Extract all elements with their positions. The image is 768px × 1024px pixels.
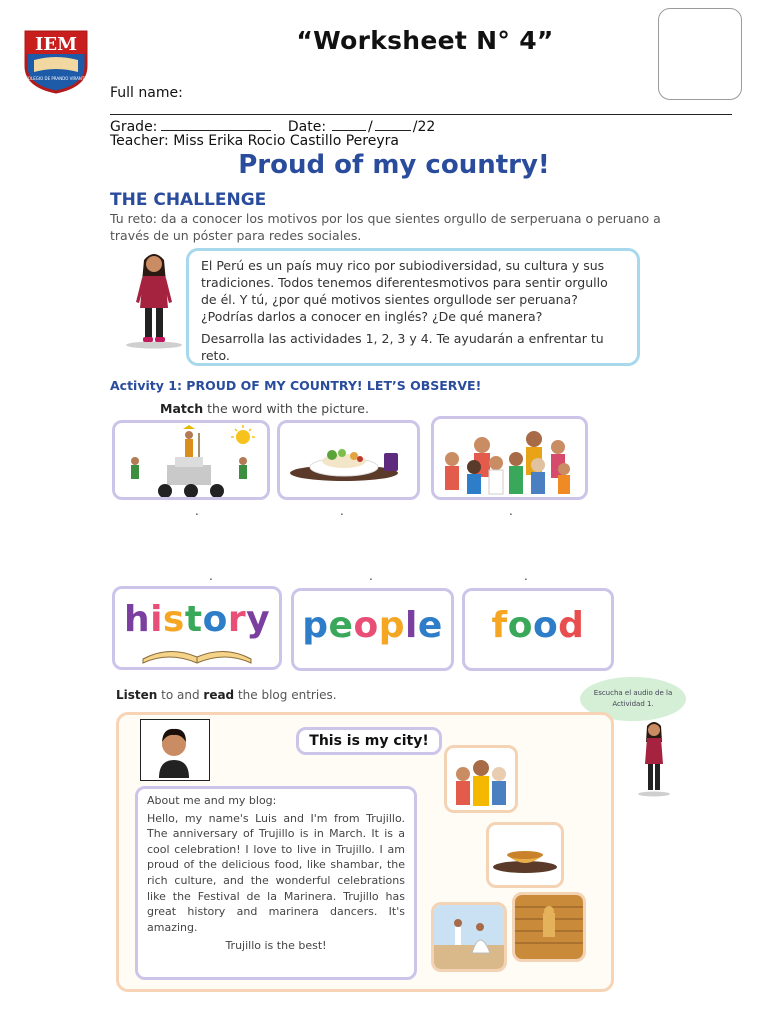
match-instruction bbox=[160, 401, 369, 416]
full-name-line[interactable] bbox=[110, 114, 732, 115]
date-label: Date: bbox=[287, 119, 327, 135]
blog-about: About me and my blog: bbox=[147, 794, 277, 807]
people-word: people bbox=[302, 605, 443, 646]
blog-title: This is my city! bbox=[296, 727, 442, 755]
stamp-box bbox=[658, 8, 742, 100]
read-bold: read bbox=[203, 688, 235, 702]
history-picture-card bbox=[112, 420, 270, 500]
luis-photo bbox=[140, 719, 210, 781]
bubble-paragraph: El Perú es un país muy rico por subiodiversidad, su cultura y sus tradiciones. Todos tenemos diferentesmotivos para sentir orgullo de él. Y tú, ¿por qué motivos sientes orgullode ser peruana? ¿Podrías darlos a conocer en inglés? ¿De qué manera? bbox=[201, 258, 608, 324]
girl-illustration bbox=[122, 250, 186, 350]
logo-text: IEM bbox=[34, 34, 78, 55]
date-year: /22 bbox=[412, 119, 436, 135]
food-picture-card bbox=[277, 420, 420, 500]
history-word: history bbox=[123, 599, 271, 640]
challenge-bubble bbox=[186, 248, 640, 366]
grade-date-row: Grade: Date: / /22 bbox=[110, 119, 436, 135]
date-day-blank[interactable] bbox=[332, 117, 366, 131]
activity1-heading: Activity 1: PROUD OF MY COUNTRY! LET’S OBSERVE! bbox=[110, 378, 482, 393]
match-rest: the word with the picture. bbox=[203, 401, 369, 416]
bubble-instruction: Desarrolla las actividades 1, 2, 3 y 4. Te ayudarán a enfrentar tu reto. bbox=[201, 331, 604, 363]
food-word: food bbox=[491, 605, 585, 646]
blog-dancers-image bbox=[431, 902, 507, 972]
listen-bold: Listen bbox=[116, 688, 158, 702]
page-headline: Proud of my country! bbox=[238, 150, 550, 180]
answer-dot: . bbox=[509, 504, 513, 518]
answer-dot: . bbox=[340, 504, 344, 518]
listen-instruction bbox=[116, 688, 337, 702]
blog-food-image bbox=[486, 822, 564, 888]
food-word-card[interactable] bbox=[462, 588, 614, 671]
grade-blank[interactable] bbox=[161, 117, 271, 131]
blog-history-image bbox=[512, 892, 586, 962]
challenge-heading: THE CHALLENGE bbox=[110, 190, 267, 210]
challenge-text: Tu reto: da a conocer los motivos por los que sientes orgullo de serperuana o peruano a través de un póster para redes sociales. bbox=[110, 211, 661, 243]
full-name-label: Full name: bbox=[110, 85, 183, 101]
listen-mid: to and bbox=[157, 688, 204, 702]
logo-subtext: COLEGIO DE PRANDO VIRANTE bbox=[25, 76, 87, 81]
people-word-card[interactable] bbox=[291, 588, 454, 671]
open-book-icon bbox=[139, 639, 255, 665]
answer-dot: . bbox=[209, 569, 213, 583]
girl-illustration-small bbox=[634, 720, 674, 798]
match-bold: Match bbox=[160, 401, 204, 416]
teacher-name: Teacher: Miss Erika Rocio Castillo Pereyra bbox=[110, 133, 399, 149]
audio-speech-bubble: Escucha el audio de la Actividad 1. bbox=[580, 677, 686, 721]
blog-closing: Trujillo is the best! bbox=[225, 939, 327, 953]
answer-dot: . bbox=[524, 569, 528, 583]
people-picture-card bbox=[431, 416, 588, 500]
grade-label: Grade: bbox=[110, 119, 158, 135]
blog-entry bbox=[135, 786, 417, 980]
worksheet-title: “Worksheet N° 4” bbox=[296, 26, 554, 55]
listen-rest: the blog entries. bbox=[234, 688, 337, 702]
blog-body: Hello, my name's Luis and I'm from Trujillo. The anniversary of Trujillo is in March. It is a cool celebration! I love to live in Trujillo. I am proud of the delicious food, like shambar, the rich culture, and the wonderful celebrations like the Festival de la Marinera. Trujillo has great history and marinera dancers. It's amazing. bbox=[147, 811, 405, 934]
date-month-blank[interactable] bbox=[375, 117, 411, 131]
answer-dot: . bbox=[195, 504, 199, 518]
blog-people-image bbox=[444, 745, 518, 813]
history-word-card[interactable] bbox=[112, 586, 282, 670]
answer-dot: . bbox=[369, 569, 373, 583]
